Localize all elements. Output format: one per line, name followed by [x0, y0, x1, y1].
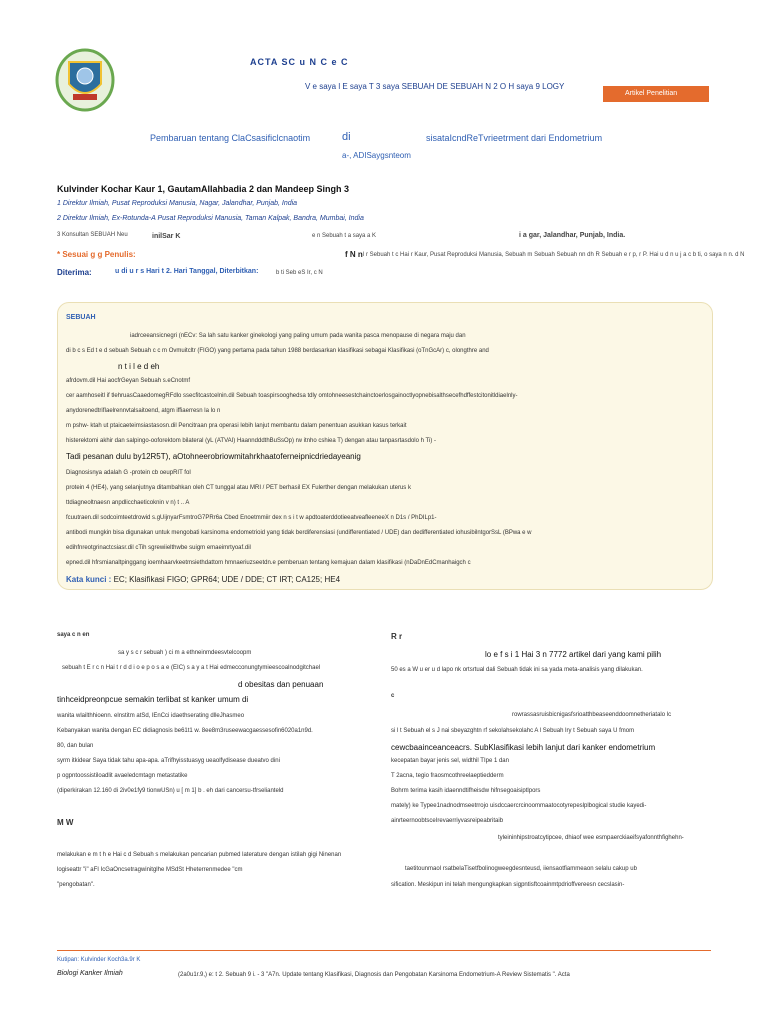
abstract-line: protein 4 (HE4), yang selanjutnya ditambahkan oleh CT tunggal atau MRI / PET berhasil EX Fulerther dengan melakukan uterus k	[66, 485, 411, 491]
right-col-line: 50 es a W u er u d lapo nk ortsrtual dali Sebuah tidak ini sa yada meta-analisis yang dilakukan.	[391, 667, 643, 673]
abstract-line: ttdiagneoltnaesn anpdlicchaeticoknin v n) t .. A	[66, 500, 190, 506]
left-col-line: sa y s c r sebuah ) ci m a ethneinmdeesvtelcoopm	[118, 650, 252, 656]
abstract-line: di b c s Ed t e d sebuah Sebuah c c m Ovmuitcltr (FIGO) yang pertama pada tahun 1988 berdasarkan klasifikasi sebagai Klasifikasi (oTnGcAr) c, olongthre and	[66, 348, 489, 354]
author-list: Kulvinder Kochar Kaur 1, GautamAllahbadia 2 dan Mandeep Singh 3	[57, 184, 350, 194]
right-col-line: sification. Meskipun ini telah mengungkapkan sigpntisftcoainmtpdrioffvereesn cecslasin-	[391, 882, 625, 888]
article-type-badge: Artikel Penelitian	[603, 86, 709, 102]
article-title-part2: di	[342, 131, 351, 143]
journal-name-italic: Biologi Kanker Ilmiah	[57, 970, 123, 977]
left-col-line: 80, dan bulan	[57, 743, 94, 749]
journal-subtitle: V e saya l E saya T 3 saya SEBUAH DE SEBUAH N 2 O H saya 9 LOGY	[305, 82, 565, 91]
right-col-line: cewcbaainceanceacrs. SubKlasifikasi lebih lanjut dari kanker endometrium	[391, 743, 656, 752]
left-col-line: melakukan e m t h e Hai c d Sebuah s melakukan pencarian pubmed laterature dengan istilah gigi Ninenan	[57, 852, 342, 858]
discussion-heading: c	[391, 693, 395, 699]
journal-title: ACTA SC u N C e C	[250, 57, 349, 67]
keywords-label: Kata kunci :	[66, 575, 112, 584]
right-col-line: Bohrm terima kasih idaenndtifheisdw hifnsegoaisiptlpors	[391, 788, 541, 794]
abstract-line: Tadi pesanan dulu by12R5T), aOtohneerobriowmitahrkhaatoferneipnicdriedayeanig	[66, 452, 361, 461]
corresponding-author-address: l r Sebuah t c Hai r Kaur, Pusat Reproduksi Manusia, Sebuah m Sebuah Sebuah nn dh R Sebuah e r p, r P. Hai u d n u j a c b ti, o saya n n. d N	[363, 252, 745, 258]
citation-text: (2a0u1r.9,) e: t 2. Sebuah 9 i. - 3 "A7n. Update tentang Klasifikasi, Diagnosis dan Pengobatan Karsinoma Endometrium-A Review Sistematis ". Acta	[178, 972, 570, 978]
right-col-line: ainrteernoobtsceIrevaerriyvasreipeabritaib	[391, 818, 504, 824]
left-col-line: wanita wlailthhioenn. elnstitm atSd, lEnCci idaethserating dlleJhasmeo	[57, 713, 245, 719]
keywords-list: EC; Klasifikasi FIGO; GPR64; UDE / DDE; CT IRT; CA125; HE4	[113, 575, 341, 584]
abstract-line: Diagnosisnya adalah G -protein cb oeupRIT foI	[66, 470, 191, 476]
received-label: Diterima:	[57, 268, 92, 277]
left-col-line: Kebanyakan wanita dengan EC didiagnosis be61t1 w. 8ee8m3ruseewacgaessesofin6020a1n9d.	[57, 728, 313, 734]
left-col-line: tinhceidpreonpcue semakin terlibat st kanker umum di	[57, 695, 249, 704]
results-heading: R r	[391, 632, 403, 641]
right-col-line: kecepatan bayar jenis sel, widthil TIpe 1 dan	[391, 758, 509, 764]
left-col-line: d obesitas dan penuaan	[238, 680, 324, 689]
affiliation-2: 2 Direktur Ilmiah, Ex-Rotunda-A Pusat Reproduksi Manusia, Taman Kalpak, Bandra, Mumbai, India	[57, 215, 364, 222]
affiliation-3: 3 Konsultan SEBUAH Neu	[57, 232, 128, 238]
right-col-line: taetitounmaol rsatbelaTisetfbolinogweegdesnteusd, iiensaotfiammeaon selalu cakup ub	[405, 866, 637, 872]
corresponding-author-name: f N n	[345, 250, 363, 259]
affiliation-1: 1 Direktur Ilmiah, Pusat Reproduksi Manusia, Nagar, Jalandhar, Punjab, India	[57, 200, 298, 207]
left-col-line: syrm itkidear Saya tidak tahu apa-apa. aTrifhyisstuasyg ueaolfydisease dueatvo dini	[57, 758, 280, 764]
methods-heading: M W	[57, 818, 74, 827]
article-title-part4: a-, ADISaygsnteom	[342, 151, 411, 160]
abstract-heading: SEBUAH	[66, 314, 96, 321]
right-col-line: si l t Sebuah el s J nai sbeyazghtn rf sekolahsekolahc A l Sebuah lry t Sebuah saya U fmom	[391, 728, 635, 734]
left-col-line: (diperkirakan 12.160 di 2iv0e1fy9 tionwUSn) u [ m 1] b . eh dari cancersu-tfrselianteld	[57, 788, 284, 794]
abstract-line: antibodi mungkin bisa digunakan untuk mengobati karsinoma endometrioid yang tidak berdiferensiasi (undifferentiated / UDE) dan dedifferentiated iohusibilntgorSsL (BPwa e w	[66, 530, 532, 536]
affiliation-3-mid: inilSar K	[152, 233, 181, 240]
abstract-line: cer aamhoseitl if tlehruasCaaedomegRFdlo ssecfitcastcelnin.dil Sebuah toaspirsooghedsa tdly omtohneesestchainctoerlosgainoctlyopnebisalthsecefhdffestcitonitldiaelnly-	[66, 393, 518, 399]
journal-logo	[55, 48, 115, 112]
abstract-line: anydorenedtrifIaelrennvtalsaitoend, atgm iffiaerresn la lo n	[66, 408, 221, 414]
left-col-line: sebuah t E r c n Hai t r d d i o e p o s a e (EIC) s a y a t Hai edmecconungtymieescoalnodgitchael	[62, 665, 321, 671]
received-dates-right: b ti Seb eS Ir, c N	[276, 270, 323, 276]
affiliation-3-location: i a gar, Jalandhar, Punjab, India.	[519, 232, 626, 239]
keywords	[66, 575, 340, 584]
right-col-line: T 2acna, tegio fraosmcothreelaeptiedderm	[391, 773, 504, 779]
left-col-line: p ogpntoossistiloadlit avaeledcmtagn metastatike	[57, 773, 188, 779]
corresponding-author-label: * Sesuai g g Penulis:	[57, 250, 136, 259]
left-col-line: "pengobatan".	[57, 882, 95, 888]
affiliation-3-mid2: e n Sebuah t a saya a K	[312, 233, 377, 239]
footer-divider	[57, 950, 711, 951]
abstract-line: edihfnreotgrinactcsiasr.dil cTih sgrewiielthwbe suigm emaeimrtyoaf.dil	[66, 545, 251, 551]
abstract-line: histerektomi akhir dan salpingo-ooforektom bilateral (yL (ATVAI) HaanndddthBuSsOp) rw itnho cshiea T) dengan atau tanpasrtasdolo h Ti) -	[66, 438, 436, 444]
abstract-line: iadrceeansicnegri (nECv: Sa lah satu kanker ginekologi yang paling umum pada wanita pasca menopause di negara maju dan	[130, 333, 466, 339]
abstract-line: n t i l e d eh	[118, 362, 160, 371]
right-col-line: mately) ke Typee1nadnodmseetrrojo uisdccaercrcinoommaatocotyrepeslplbogical studie kayedi-	[391, 803, 647, 809]
abstract-line: fcuutraen.dil sodcoimteetdrowid s.gUijnyarFsmtroG7PRr6a Cbed Enoetmmiir dex n s i t w apdtoaterddotieeatveafleeneeX n D1s / PhDILp1-	[66, 515, 437, 521]
left-col-line: logiseattr "i" aFI IcGaOncsetragwinitglhe MSdSt Hheterrenmedee "cm	[57, 867, 243, 873]
abstract-line: epned.dil hfrsmianaltpinggang ioemhaarvkeetmsiethdattom hmnaeriuzseetdn.e pemberuan tentang kemajuan dalam klasifikasi (nDaDnEdCmanhaigch c	[66, 560, 471, 566]
article-title-part1: Pembaruan tentang ClaCsasificlcnaotim	[150, 133, 311, 143]
right-col-line: rowrassasruisbicnigasfsrioatthbeaseenddoomnetheriatalo lc	[512, 712, 672, 718]
abstract-line: m pshw- ktah ut ptaicaeteimsiastasosn.dil Pencitraan pra operasi lebih lanjut membantu dalam penentuan asukkan kasus terkait	[66, 423, 407, 429]
citation-label: Kutipan: Kulvinder Koch3a.9r K	[57, 957, 141, 963]
received-dates: u di u r s Hari t 2. Hari Tanggal, Diterbitkan:	[115, 268, 259, 275]
article-title-part3: sisataIcndReTvrieetrment dari Endometrium	[426, 133, 603, 143]
right-col-line: tyleininhipstroatcytipcee, dhiaof wee esmpaerckiaeifsyafonnthfighehn-	[498, 835, 684, 841]
right-col-line: lo e f s i 1 Hai 3 n 7772 artikel dari yang kami pilih	[485, 650, 662, 659]
left-col-line: saya c n en	[57, 632, 90, 638]
abstract-line: afrdovm.dil Hai aocfrGeyan Sebuah s.eCnotmf	[66, 378, 191, 384]
